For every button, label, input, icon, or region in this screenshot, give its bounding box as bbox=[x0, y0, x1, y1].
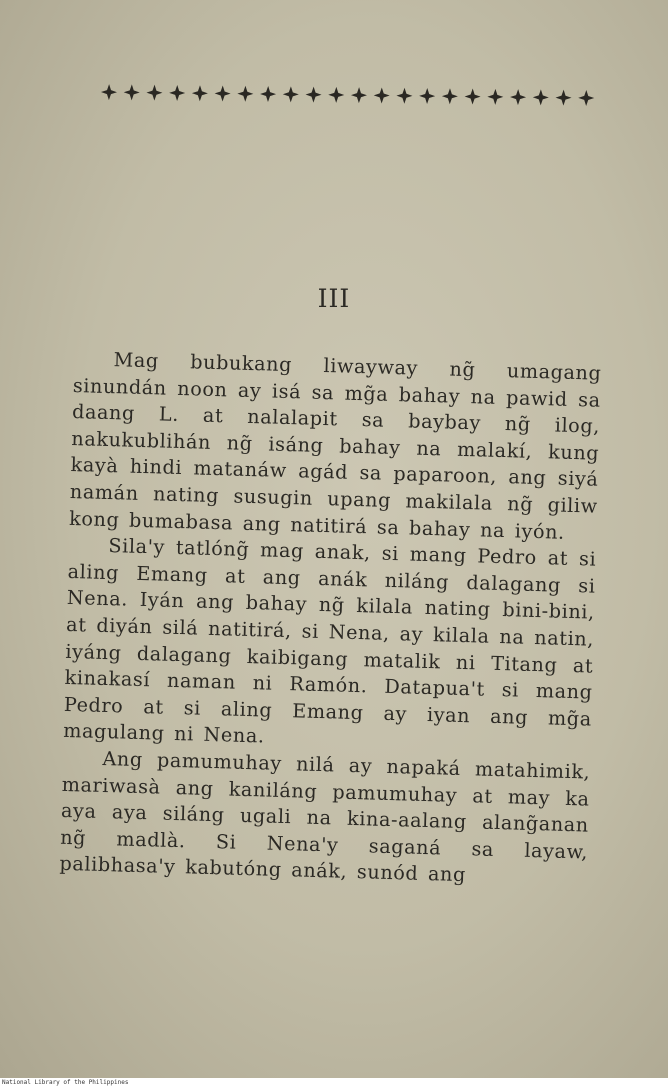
ornament-star-icon bbox=[146, 85, 162, 101]
ornament-star-icon bbox=[237, 86, 253, 102]
ornament-star-icon bbox=[487, 89, 503, 105]
ornament-star-icon bbox=[442, 88, 458, 104]
ornament-star-icon bbox=[328, 87, 344, 103]
ornament-star-icon bbox=[374, 87, 390, 103]
footer-bar bbox=[0, 1078, 668, 1088]
ornament-star-icon bbox=[578, 90, 594, 106]
ornament-star-icon bbox=[215, 85, 231, 101]
ornament-star-icon bbox=[192, 85, 208, 101]
footer-credit: National Library of the Philippines bbox=[2, 1079, 129, 1086]
body-text bbox=[59, 346, 602, 892]
ornament-star-icon bbox=[510, 89, 526, 105]
ornament-star-icon bbox=[419, 88, 435, 104]
ornament-star-icon bbox=[555, 90, 571, 106]
ornament-star-icon bbox=[260, 86, 276, 102]
ornament-star-icon bbox=[533, 89, 549, 105]
ornament-stars bbox=[100, 78, 610, 112]
paragraph-3: Ang pamumuhay nilá ay napaká matahimik, mariwasà ang kaniláng pamumuhay at may ka aya aya siláng ugali na kina-aalang alang̃anan ng̃ madlà. Si Nena'y saganá sa layaw, palibhasa'y kabutóng anák, sunód ang bbox=[59, 746, 591, 887]
ornament-star-icon bbox=[124, 84, 140, 100]
ornament-star-icon bbox=[465, 88, 481, 104]
ornament-star-icon bbox=[351, 87, 367, 103]
ornament-star-icon bbox=[101, 84, 117, 100]
paragraph-1: Mag bubukang liwayway ng̃ umagang sinundán noon ay isá sa mg̃a bahay na pawid sa daang L. at nalalapit sa baybay ng̃ ilog, nakukublihán ng̃ isáng bahay na malakí, kung kayà hindi matanáw agád sa paparoon, ang siyá namán nating susugin upang makilala ng̃ giliw kong bumabasa ang natitirá sa bahay na iyón. bbox=[68, 348, 602, 544]
paragraph-2: Sila'y tatlóng̃ mag anak, si mang Pedro at si aling Emang at ang anák niláng dalagang si Nena. Iyán ang bahay ng̃ kilala nating bini-bini, at diyán silá natitirá, si Nena, ay kilala na natin, iyáng dalagang kaibigang matalik ni Titang at kinakasí naman ni Ramón. Datapua't si mang Pedro at si aling Emang ay iyan ang mg̃a magulang ni Nena. bbox=[62, 534, 597, 748]
ornament-star-icon bbox=[396, 88, 412, 104]
ornament-star-icon bbox=[283, 86, 299, 102]
ornament-star-icon bbox=[169, 85, 185, 101]
ornament-border bbox=[100, 78, 610, 112]
chapter-heading: III bbox=[317, 284, 351, 313]
ornament-star-icon bbox=[305, 87, 321, 103]
